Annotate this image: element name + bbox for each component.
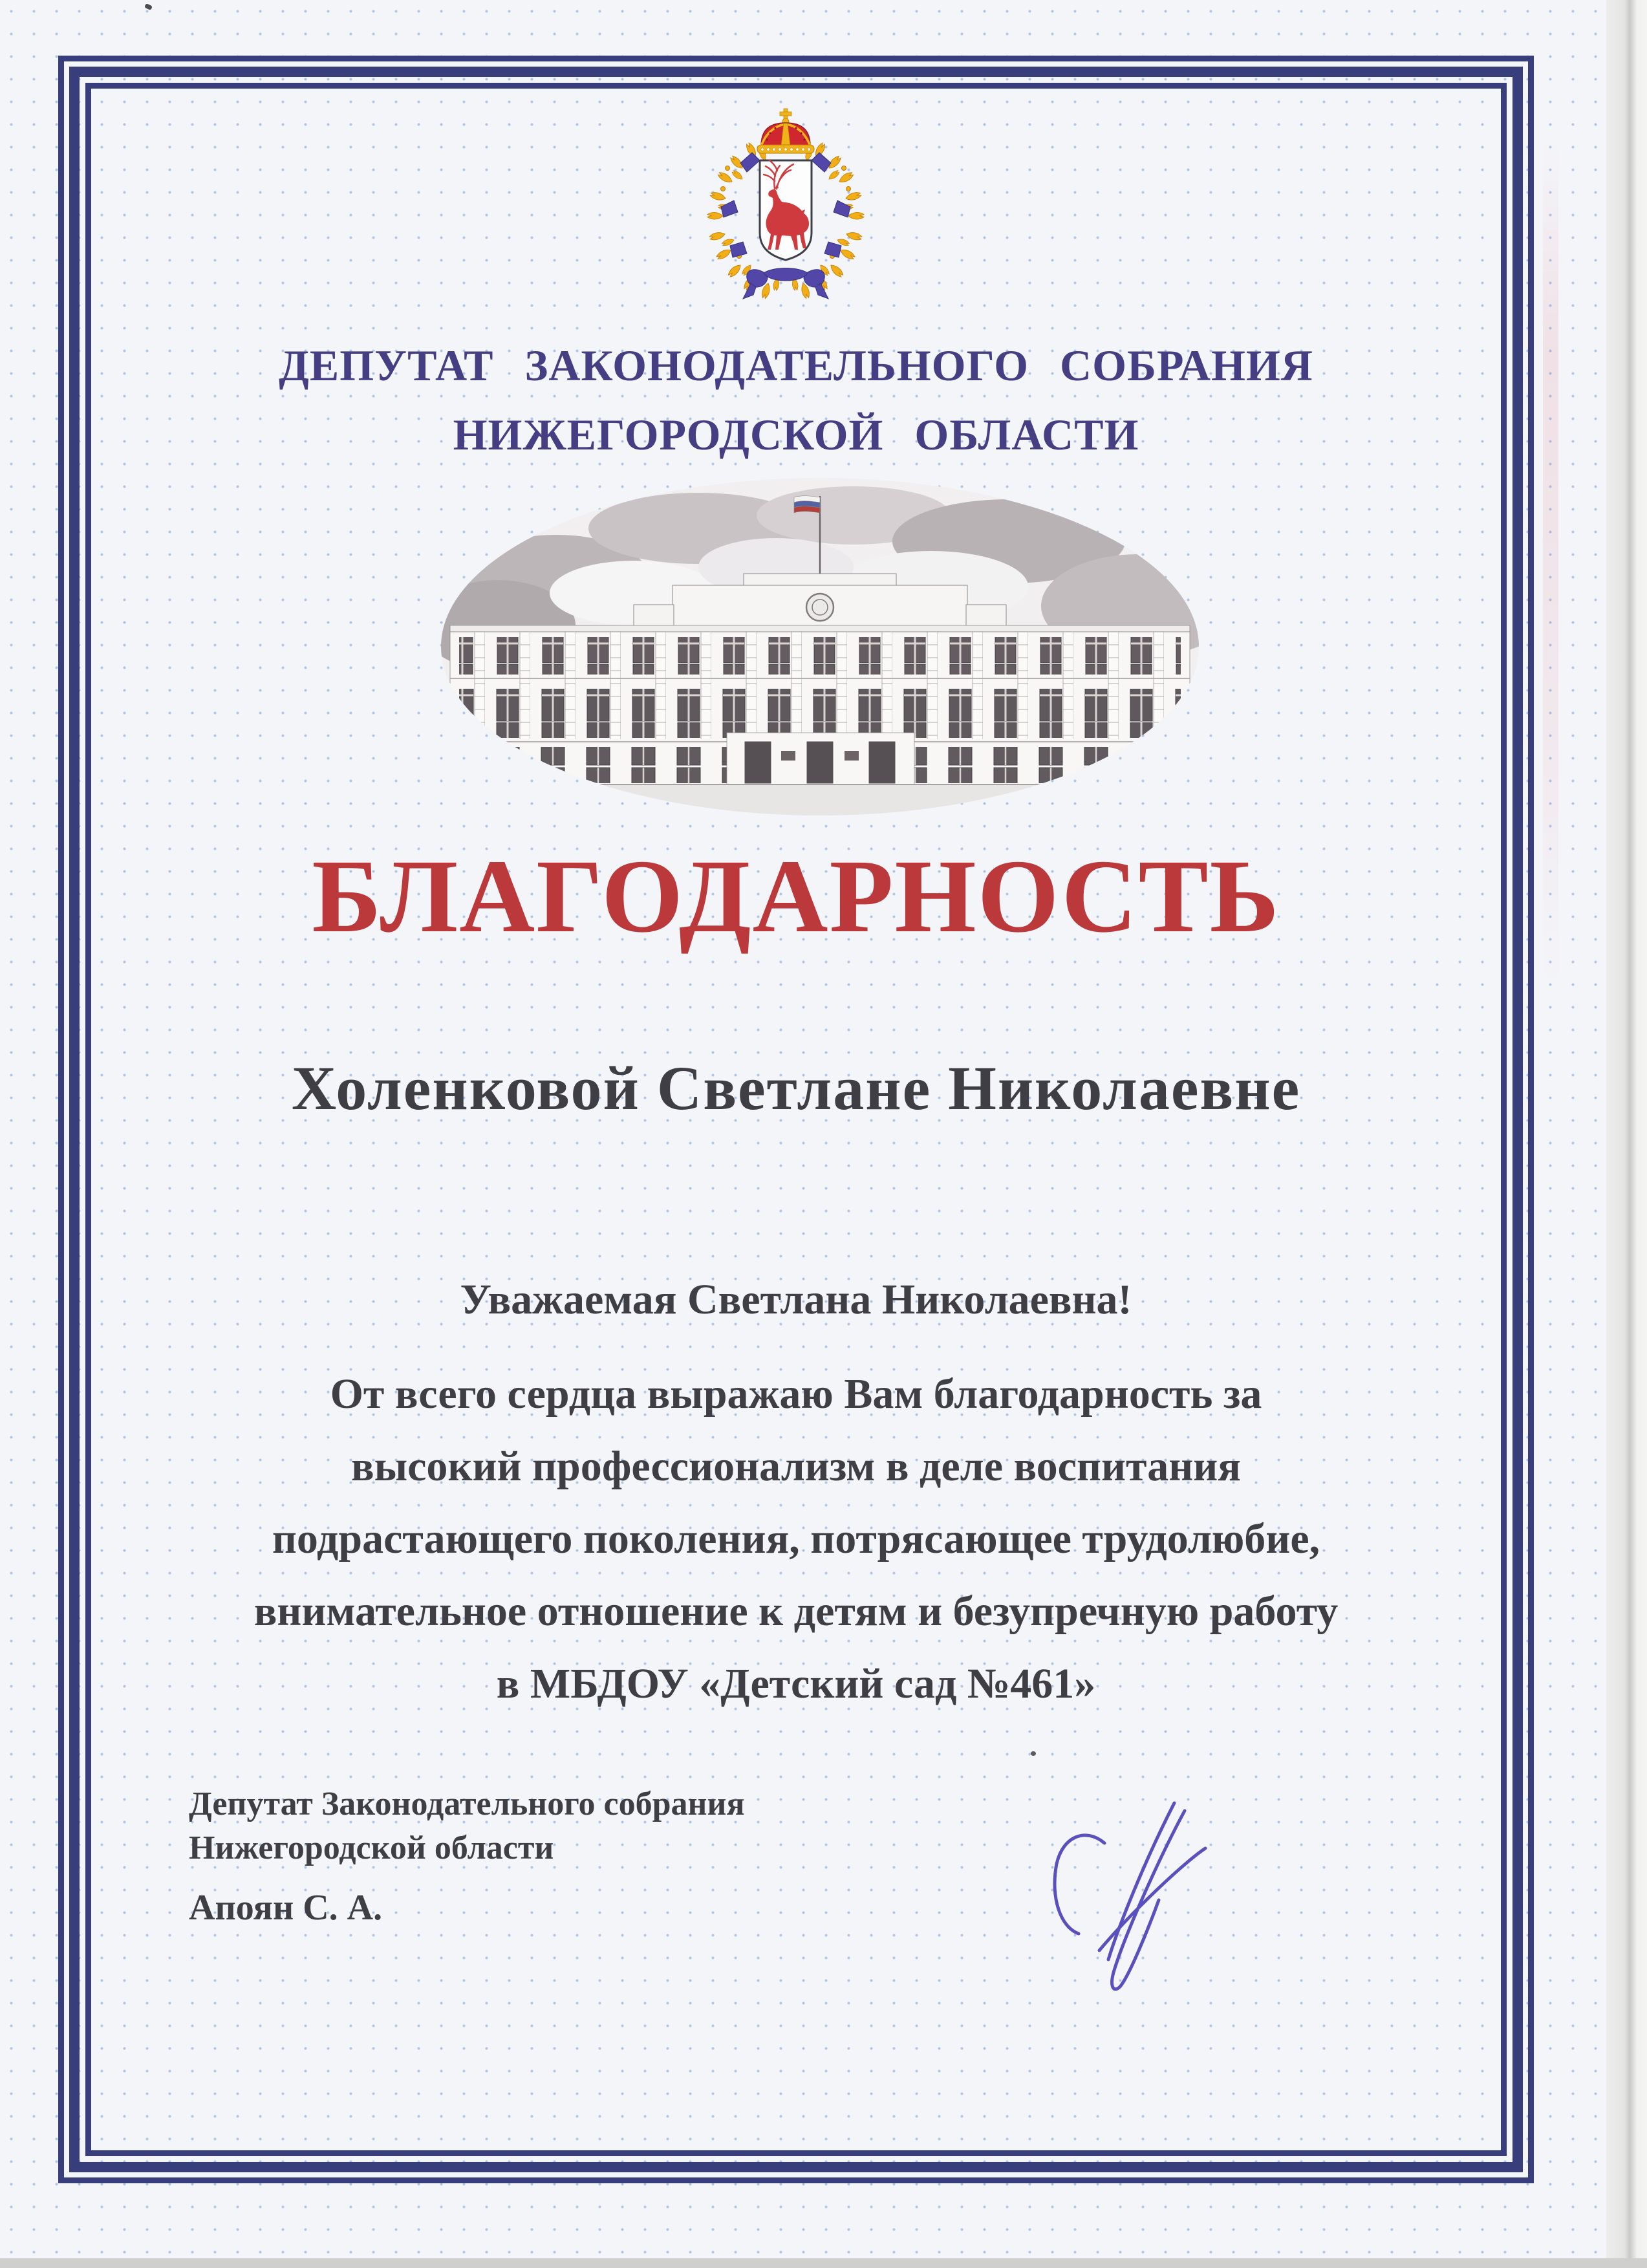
coat-of-arms-icon bbox=[702, 106, 870, 300]
scanner-edge-right bbox=[1606, 0, 1647, 2268]
body-line: подрастающего поколения, потрясающее трудолюбие, bbox=[272, 1515, 1320, 1562]
signatory-position-line-1: Депутат Законодательного собрания bbox=[189, 1786, 745, 1822]
scan-streak bbox=[1543, 142, 1558, 983]
signatory-position-line-2: Нижегородской области bbox=[189, 1830, 554, 1866]
gratitude-body bbox=[58, 1358, 1534, 1720]
issuer-header bbox=[58, 331, 1534, 470]
body-line: высокий профессионализм в деле воспитания bbox=[350, 1443, 1242, 1490]
body-line: в МБДОУ «Детский сад №461» bbox=[496, 1660, 1096, 1707]
certificate-title: БЛАГОДАРНОСТЬ bbox=[312, 839, 1280, 955]
issuer-line-2: НИЖЕГОРОДСКОЙ ОБЛАСТИ bbox=[453, 410, 1139, 459]
shield-deer-icon bbox=[760, 160, 812, 260]
body-line: внимательное отношение к детям и безупречную работу bbox=[253, 1588, 1339, 1635]
signatory-position bbox=[189, 1782, 745, 1870]
handwritten-signature bbox=[1022, 1784, 1242, 2016]
signatory-name: Апоян С. А. bbox=[189, 1888, 383, 1928]
body-line: От всего сердца выражаю Вам благодарность за bbox=[330, 1370, 1262, 1418]
salutation-line: Уважаемая Светлана Николаевна! bbox=[460, 1276, 1132, 1323]
issuer-line-1: ДЕПУТАТ ЗАКОНОДАТЕЛЬНОГО СОБРАНИЯ bbox=[279, 341, 1313, 390]
recipient-name: Холенковой Светлане Николаевне bbox=[291, 1053, 1301, 1123]
scanner-edge-bottom bbox=[0, 2258, 1647, 2268]
crown-icon bbox=[757, 109, 814, 153]
building-engraving-illustration bbox=[440, 477, 1200, 817]
russian-flag bbox=[794, 496, 820, 513]
